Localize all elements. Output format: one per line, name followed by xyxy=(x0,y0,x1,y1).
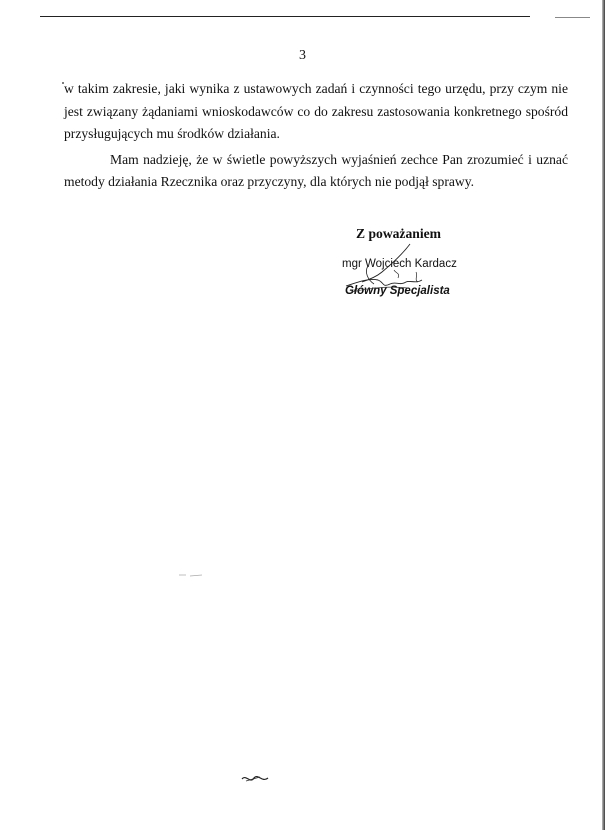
signatory-title: Główny Specjalista xyxy=(345,285,450,297)
scan-border-line xyxy=(40,16,530,17)
paragraph-1: w takim zakresie, jaki wynika z ustawowych zadań i czynności tego urzędu, przy czym nie jest związany żądaniami wnioskodawców co do zakresu zastosowania konkretnego spośród przysługujących mu środków działania. xyxy=(64,81,568,141)
paragraph-2: Mam nadzieję, że w świetle powyższych wyjaśnień zechce Pan zrozumieć i uznać metody działania Rzecznika oraz przyczyny, dla których nie podjął sprawy. xyxy=(64,151,568,189)
scan-speck xyxy=(60,80,66,86)
scan-smudge xyxy=(240,772,270,786)
letter-body xyxy=(64,78,568,194)
scan-border-line-faint xyxy=(555,17,590,18)
signatory-name: mgr Wojciech Kardacz xyxy=(342,258,457,270)
page-number: 3 xyxy=(299,48,306,63)
scan-speck xyxy=(178,572,204,578)
handwritten-signature xyxy=(338,242,448,298)
closing-salutation: Z poważaniem xyxy=(356,226,441,241)
